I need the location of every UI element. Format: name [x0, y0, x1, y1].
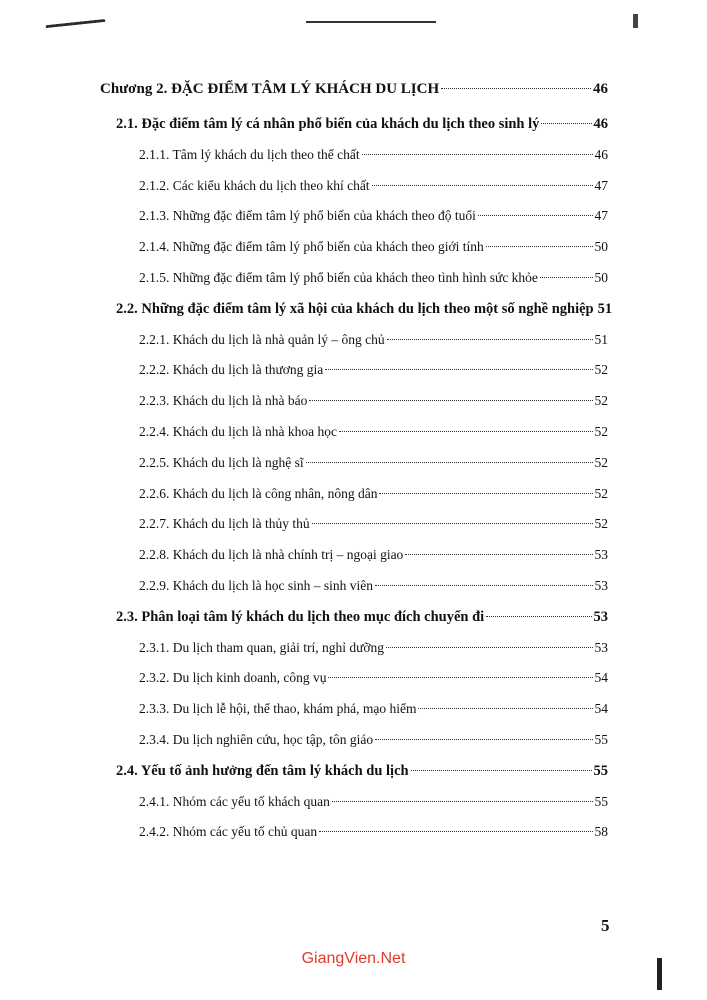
dot-leader	[306, 462, 593, 463]
toc-entry-label: 2.1.5. Những đặc điểm tâm lý phổ biến của khách theo tình hình sức khỏe	[139, 270, 538, 285]
dot-leader	[387, 339, 593, 340]
toc-subsection-entry[interactable]	[139, 794, 608, 810]
dot-leader	[375, 585, 593, 586]
toc-entry-label: 2.2. Những đặc điểm tâm lý xã hội của khách du lịch theo một số nghề nghiệp	[116, 301, 594, 317]
toc-subsection-entry[interactable]	[139, 516, 608, 532]
toc-entry-label: 2.2.7. Khách du lịch là thủy thủ	[139, 516, 310, 531]
toc-subsection-entry[interactable]	[139, 578, 608, 594]
dot-leader	[540, 277, 593, 278]
toc-subsection-entry[interactable]	[139, 362, 608, 378]
toc-section-entry[interactable]	[116, 763, 608, 780]
toc-entry-page: 53	[593, 609, 608, 625]
dot-leader	[339, 431, 593, 432]
toc-subsection-entry[interactable]	[139, 393, 608, 409]
toc-entry-page: 47	[594, 178, 608, 193]
toc-entry-page: 52	[594, 455, 608, 470]
toc-entry-label: 2.1. Đặc điểm tâm lý cá nhân phổ biến của khách du lịch theo sinh lý	[116, 116, 540, 132]
toc-subsection-entry[interactable]	[139, 424, 608, 440]
dot-leader	[319, 831, 592, 832]
toc-entry-page: 46	[593, 81, 608, 97]
toc-entry-page: 47	[594, 208, 608, 223]
toc-entry-page: 55	[593, 763, 608, 779]
toc-entry-page: 55	[594, 794, 608, 809]
dot-leader	[411, 770, 592, 771]
toc-subsection-entry[interactable]	[139, 486, 608, 502]
toc-subsection-entry[interactable]	[139, 178, 608, 194]
scan-edge-mark	[306, 21, 436, 23]
toc-entry-label: 2.2.1. Khách du lịch là nhà quản lý – ông chủ	[139, 332, 385, 347]
dot-leader	[541, 123, 591, 124]
dot-leader	[328, 677, 592, 678]
toc-entry-label: 2.1.3. Những đặc điểm tâm lý phổ biến của khách theo độ tuổi	[139, 208, 476, 223]
dot-leader	[379, 493, 592, 494]
dot-leader	[418, 708, 592, 709]
dot-leader	[309, 400, 592, 401]
toc-entry-page: 52	[594, 424, 608, 439]
watermark: GiangVien.Net	[301, 950, 406, 967]
toc-entry-page: 58	[594, 824, 608, 839]
dot-leader	[478, 215, 593, 216]
toc-entry-page: 53	[594, 578, 608, 593]
dot-leader	[486, 246, 593, 247]
toc-entry-label: 2.2.2. Khách du lịch là thương gia	[139, 362, 324, 377]
toc-entry-label: 2.3. Phân loại tâm lý khách du lịch theo mục đích chuyến đi	[116, 609, 485, 625]
toc-subsection-entry[interactable]	[139, 670, 608, 686]
toc-entry-label: 2.3.2. Du lịch kinh doanh, công vụ	[139, 670, 327, 685]
toc-entry-page: 52	[594, 486, 608, 501]
toc-subsection-entry[interactable]	[139, 732, 608, 748]
dot-leader	[386, 647, 592, 648]
toc-entry-page: 51	[594, 332, 608, 347]
toc-entry-label: 2.2.6. Khách du lịch là công nhân, nông dân	[139, 486, 378, 501]
toc-subsection-entry[interactable]	[139, 270, 608, 286]
toc-entry-page: 53	[594, 547, 608, 562]
toc-entry-label: 2.1.2. Các kiểu khách du lịch theo khí chất	[139, 178, 370, 193]
toc-subsection-entry[interactable]	[139, 332, 608, 348]
toc-entry-page: 52	[594, 516, 608, 531]
dot-leader	[325, 369, 592, 370]
toc-entry-label: Chương 2. ĐẶC ĐIỂM TÂM LÝ KHÁCH DU LỊCH	[100, 81, 440, 97]
toc-entry-label: 2.2.5. Khách du lịch là nghệ sĩ	[139, 455, 304, 470]
dot-leader	[405, 554, 592, 555]
dot-leader	[486, 616, 591, 617]
toc-entry-label: 2.2.3. Khách du lịch là nhà báo	[139, 393, 308, 408]
scan-edge-mark	[45, 19, 106, 38]
toc-entry-page: 52	[594, 362, 608, 377]
toc-section-entry[interactable]	[116, 116, 608, 133]
toc-entry-label: 2.2.4. Khách du lịch là nhà khoa học	[139, 424, 337, 439]
dot-leader	[441, 88, 591, 89]
toc-entry-page: 54	[594, 670, 608, 685]
toc-entry-label: 2.3.3. Du lịch lễ hội, thể thao, khám phá, mạo hiểm	[139, 701, 417, 716]
dot-leader	[372, 185, 593, 186]
toc-entry-page: 46	[594, 147, 608, 162]
dot-leader	[332, 801, 593, 802]
toc-subsection-entry[interactable]	[139, 701, 608, 717]
toc-entry-page: 50	[594, 239, 608, 254]
toc-entry-label: 2.1.4. Những đặc điểm tâm lý phổ biến của khách theo giới tính	[139, 239, 484, 254]
toc-entry-label: 2.1.1. Tâm lý khách du lịch theo thể chất	[139, 147, 360, 162]
toc-entry-label: 2.4. Yếu tố ảnh hưởng đến tâm lý khách du lịch	[116, 763, 409, 779]
toc-entry-label: 2.4.1. Nhóm các yếu tố khách quan	[139, 794, 330, 809]
toc-chapter-heading[interactable]	[100, 81, 608, 98]
toc-entry-page: 50	[594, 270, 608, 285]
toc-entry-label: 2.2.9. Khách du lịch là học sinh – sinh viên	[139, 578, 373, 593]
toc-entry-label: 2.4.2. Nhóm các yếu tố chủ quan	[139, 824, 318, 839]
toc-entry-page: 46	[593, 116, 608, 132]
toc-section-entry[interactable]	[116, 609, 608, 626]
toc-entry-page: 51	[597, 301, 613, 317]
toc-entry-label: 2.3.1. Du lịch tham quan, giải trí, nghỉ dưỡng	[139, 640, 385, 655]
toc-entry-label: 2.3.4. Du lịch nghiên cứu, học tập, tôn giáo	[139, 732, 374, 747]
toc-entry-label: 2.2.8. Khách du lịch là nhà chính trị – ngoại giao	[139, 547, 404, 562]
page-number: 5	[601, 916, 610, 935]
toc-subsection-entry[interactable]	[139, 824, 608, 840]
toc-entry-page: 53	[594, 640, 608, 655]
toc-entry-page: 55	[594, 732, 608, 747]
toc-entry-page: 52	[594, 393, 608, 408]
toc-subsection-entry[interactable]	[139, 547, 608, 563]
dot-leader	[362, 154, 593, 155]
dot-leader	[375, 739, 592, 740]
scan-edge-mark	[633, 14, 638, 28]
toc-subsection-entry[interactable]	[139, 208, 608, 224]
toc-subsection-entry[interactable]	[139, 640, 608, 656]
toc-subsection-entry[interactable]	[139, 239, 608, 255]
toc-subsection-entry[interactable]	[139, 147, 608, 163]
toc-section-entry[interactable]	[116, 301, 613, 318]
toc-entry-page: 54	[594, 701, 608, 716]
dot-leader	[312, 523, 593, 524]
toc-subsection-entry[interactable]	[139, 455, 608, 471]
